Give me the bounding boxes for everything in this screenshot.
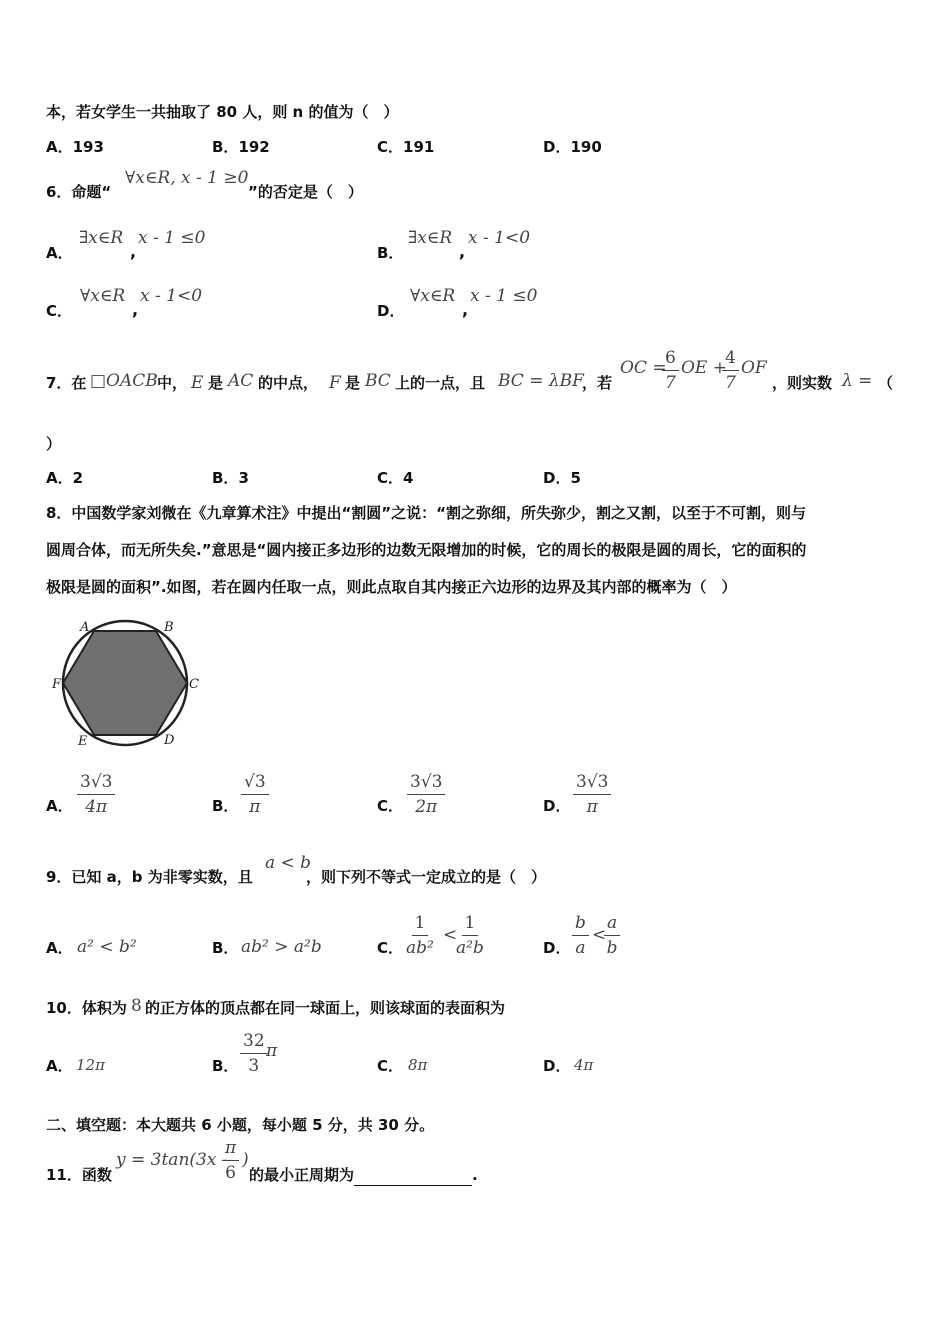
q8-option-b-label: B． <box>212 797 239 815</box>
q9-condition: a < b <box>265 853 312 873</box>
q6-option-c-f1: ∀x∈R <box>80 286 126 306</box>
q9-option-c-left-frac: $\frac{1}{\text{ab²}}$ <box>406 913 434 958</box>
q11-frac-pi-6: $\frac{\pi}{6}$ <box>222 1138 239 1183</box>
q6-option-c-label: C． <box>46 302 73 320</box>
q10-stem-2: 的正方体的顶点都在同一球面上，则该球面的表面积为 <box>145 999 506 1017</box>
q7-ac: AC <box>228 371 254 391</box>
q6-option-b-label: B． <box>377 244 404 262</box>
q9-option-d-op: < <box>592 925 607 945</box>
q8-option-d-label: D． <box>543 797 571 815</box>
q9-stem-1: 9．已知 a，b 为非零实数，且 <box>46 868 253 886</box>
q5-option-b: B．192 <box>212 138 270 156</box>
q6-option-d-label: D． <box>377 302 405 320</box>
q9-option-d-left-frac: $\frac{b}{a}$ <box>572 913 589 958</box>
q7-oc: OC = <box>620 358 667 378</box>
q9-option-b-label: B． <box>212 939 239 957</box>
q6-option-a-label: A． <box>46 244 73 262</box>
q6-option-d-f2: x - 1 ≤0 <box>470 286 538 306</box>
q8-option-a-label: A． <box>46 797 73 815</box>
q6-option-d-f1: ∀x∈R <box>410 286 456 306</box>
q10-option-c-label: C． <box>377 1057 404 1075</box>
q10-option-b-frac: $\frac{32}{3}$ <box>240 1031 268 1076</box>
q7-option-d: D．5 <box>543 469 581 487</box>
q9-stem-2: ，则下列不等式一定成立的是（ ） <box>306 868 547 886</box>
q8-option-a-frac: $\frac{3√3}{4\pi}$ <box>77 772 115 817</box>
q8-option-c-label: C． <box>377 797 404 815</box>
q11-answer-blank[interactable] <box>354 1169 472 1186</box>
q9-option-d-label: D． <box>543 939 571 957</box>
q10-option-d-value: 4π <box>574 1056 594 1074</box>
q11-function: y = 3tan(3x - <box>116 1150 228 1170</box>
q7-stem-4: 的中点， <box>258 374 319 392</box>
q7-shape: □OACB <box>90 371 158 391</box>
q5-stem: 本，若女学生一共抽取了 80 人，则 n 的值为（ ） <box>46 103 399 121</box>
q7-frac-4-7: $\frac{4}{7}$ <box>722 348 739 393</box>
q7-option-b: B．3 <box>212 469 249 487</box>
q7-option-c: C．4 <box>377 469 414 487</box>
q7-stem-8: ，则实数 <box>772 374 833 392</box>
q7-stem-5: 是 <box>345 374 361 392</box>
q9-option-c-op: < <box>443 925 458 945</box>
vertex-e: E <box>78 734 88 749</box>
q7-option-a: A．2 <box>46 469 84 487</box>
q7-relation: BC = λBF <box>498 371 584 391</box>
q10-option-a-value: 12π <box>76 1056 105 1074</box>
q10-option-c-value: 8π <box>408 1056 428 1074</box>
q10-option-b-pi: π <box>266 1041 278 1061</box>
q9-option-d-right-frac: $\frac{a}{b}$ <box>604 913 620 958</box>
q7-stem-9: （ <box>878 374 894 392</box>
vertex-a: A <box>80 620 90 635</box>
q5-option-a: A．193 <box>46 138 104 156</box>
q6-option-a-f2: x - 1 ≤0 <box>138 228 206 248</box>
q7-stem-1: 7．在 <box>46 374 87 392</box>
q7-stem-7: ，若 <box>582 374 613 392</box>
q7-f: F <box>329 373 341 393</box>
q11-function-close: ) <box>242 1150 249 1170</box>
vertex-d: D <box>164 733 175 748</box>
vertex-c: C <box>189 677 199 692</box>
q8-stem-line2: 圆周合体，而无所失矣.”意思是“圆内接正多边形的边数无限增加的时候，它的周长的极限是圆的周长，它的面积的 <box>46 541 807 559</box>
q7-bc: BC <box>365 371 391 391</box>
q6-formula: ∀x∈R, x - 1 ≥0 <box>125 168 249 188</box>
section-heading: 二、填空题：本大题共 6 小题，每小题 5 分，共 30 分。 <box>46 1116 435 1134</box>
q7-stem-2: 中， <box>157 374 188 392</box>
q5-option-c: C．191 <box>377 138 435 156</box>
q7-lambda: λ = <box>842 371 873 391</box>
q6-stem-prefix: 6．命题“ <box>46 183 112 201</box>
q10-option-b-label: B． <box>212 1057 239 1075</box>
q8-option-c-frac: $\frac{3√3}{2\pi}$ <box>407 772 445 817</box>
q7-e: E <box>191 373 204 393</box>
q10-stem-1: 10．体积为 <box>46 999 127 1017</box>
q6-option-a-f1: ∃x∈R <box>79 228 124 248</box>
q8-option-b-frac: $\frac{√3}{\pi}$ <box>241 772 269 817</box>
vertex-f: F <box>52 677 62 692</box>
q9-option-c-right-frac: $\frac{1}{\text{a²b}}$ <box>456 913 484 958</box>
q5-option-d: D．190 <box>543 138 602 156</box>
q8-option-d-frac: $\frac{3√3}{\pi}$ <box>573 772 611 817</box>
q8-stem-line3: 极限是圆的面积”.如图，若在圆内任取一点，则此点取自其内接正六边形的边界及其内部的概率为（ ） <box>46 578 737 596</box>
q7-oe: OE + <box>681 358 727 378</box>
q9-option-a-label: A． <box>46 939 73 957</box>
vertex-b: B <box>164 620 174 635</box>
q6-option-c-f2: x - 1<0 <box>140 286 203 306</box>
q11-stem-2: 的最小正周期为 . <box>249 1166 478 1184</box>
q9-option-b-expr: ab² > a²b <box>241 937 322 957</box>
q8-stem-line1: 8．中国数学家刘微在《九章算术注》中提出“割圆”之说：“割之弥细，所失弥少，割之又割，以至于不可割，则与 <box>46 504 807 522</box>
q7-frac-6-7: $\frac{6}{7}$ <box>662 348 679 393</box>
q6-option-b-f2: x - 1<0 <box>468 228 531 248</box>
q7-stem-close: ） <box>46 435 62 453</box>
q11-stem-1: 11．函数 <box>46 1166 112 1184</box>
hexagon-in-circle-figure <box>50 614 210 752</box>
q9-option-a-expr: a² < b² <box>77 937 137 957</box>
q9-option-c-label: C． <box>377 939 404 957</box>
q10-volume: 8 <box>131 996 142 1016</box>
q7-stem-6: 上的一点，且 <box>395 374 486 392</box>
q6-option-b-f1: ∃x∈R <box>408 228 453 248</box>
q7-stem-3: 是 <box>208 374 224 392</box>
q6-stem-suffix: ”的否定是（ ） <box>248 183 363 201</box>
q10-option-a-label: A． <box>46 1057 73 1075</box>
q7-of: OF <box>741 358 767 378</box>
q10-option-d-label: D． <box>543 1057 571 1075</box>
